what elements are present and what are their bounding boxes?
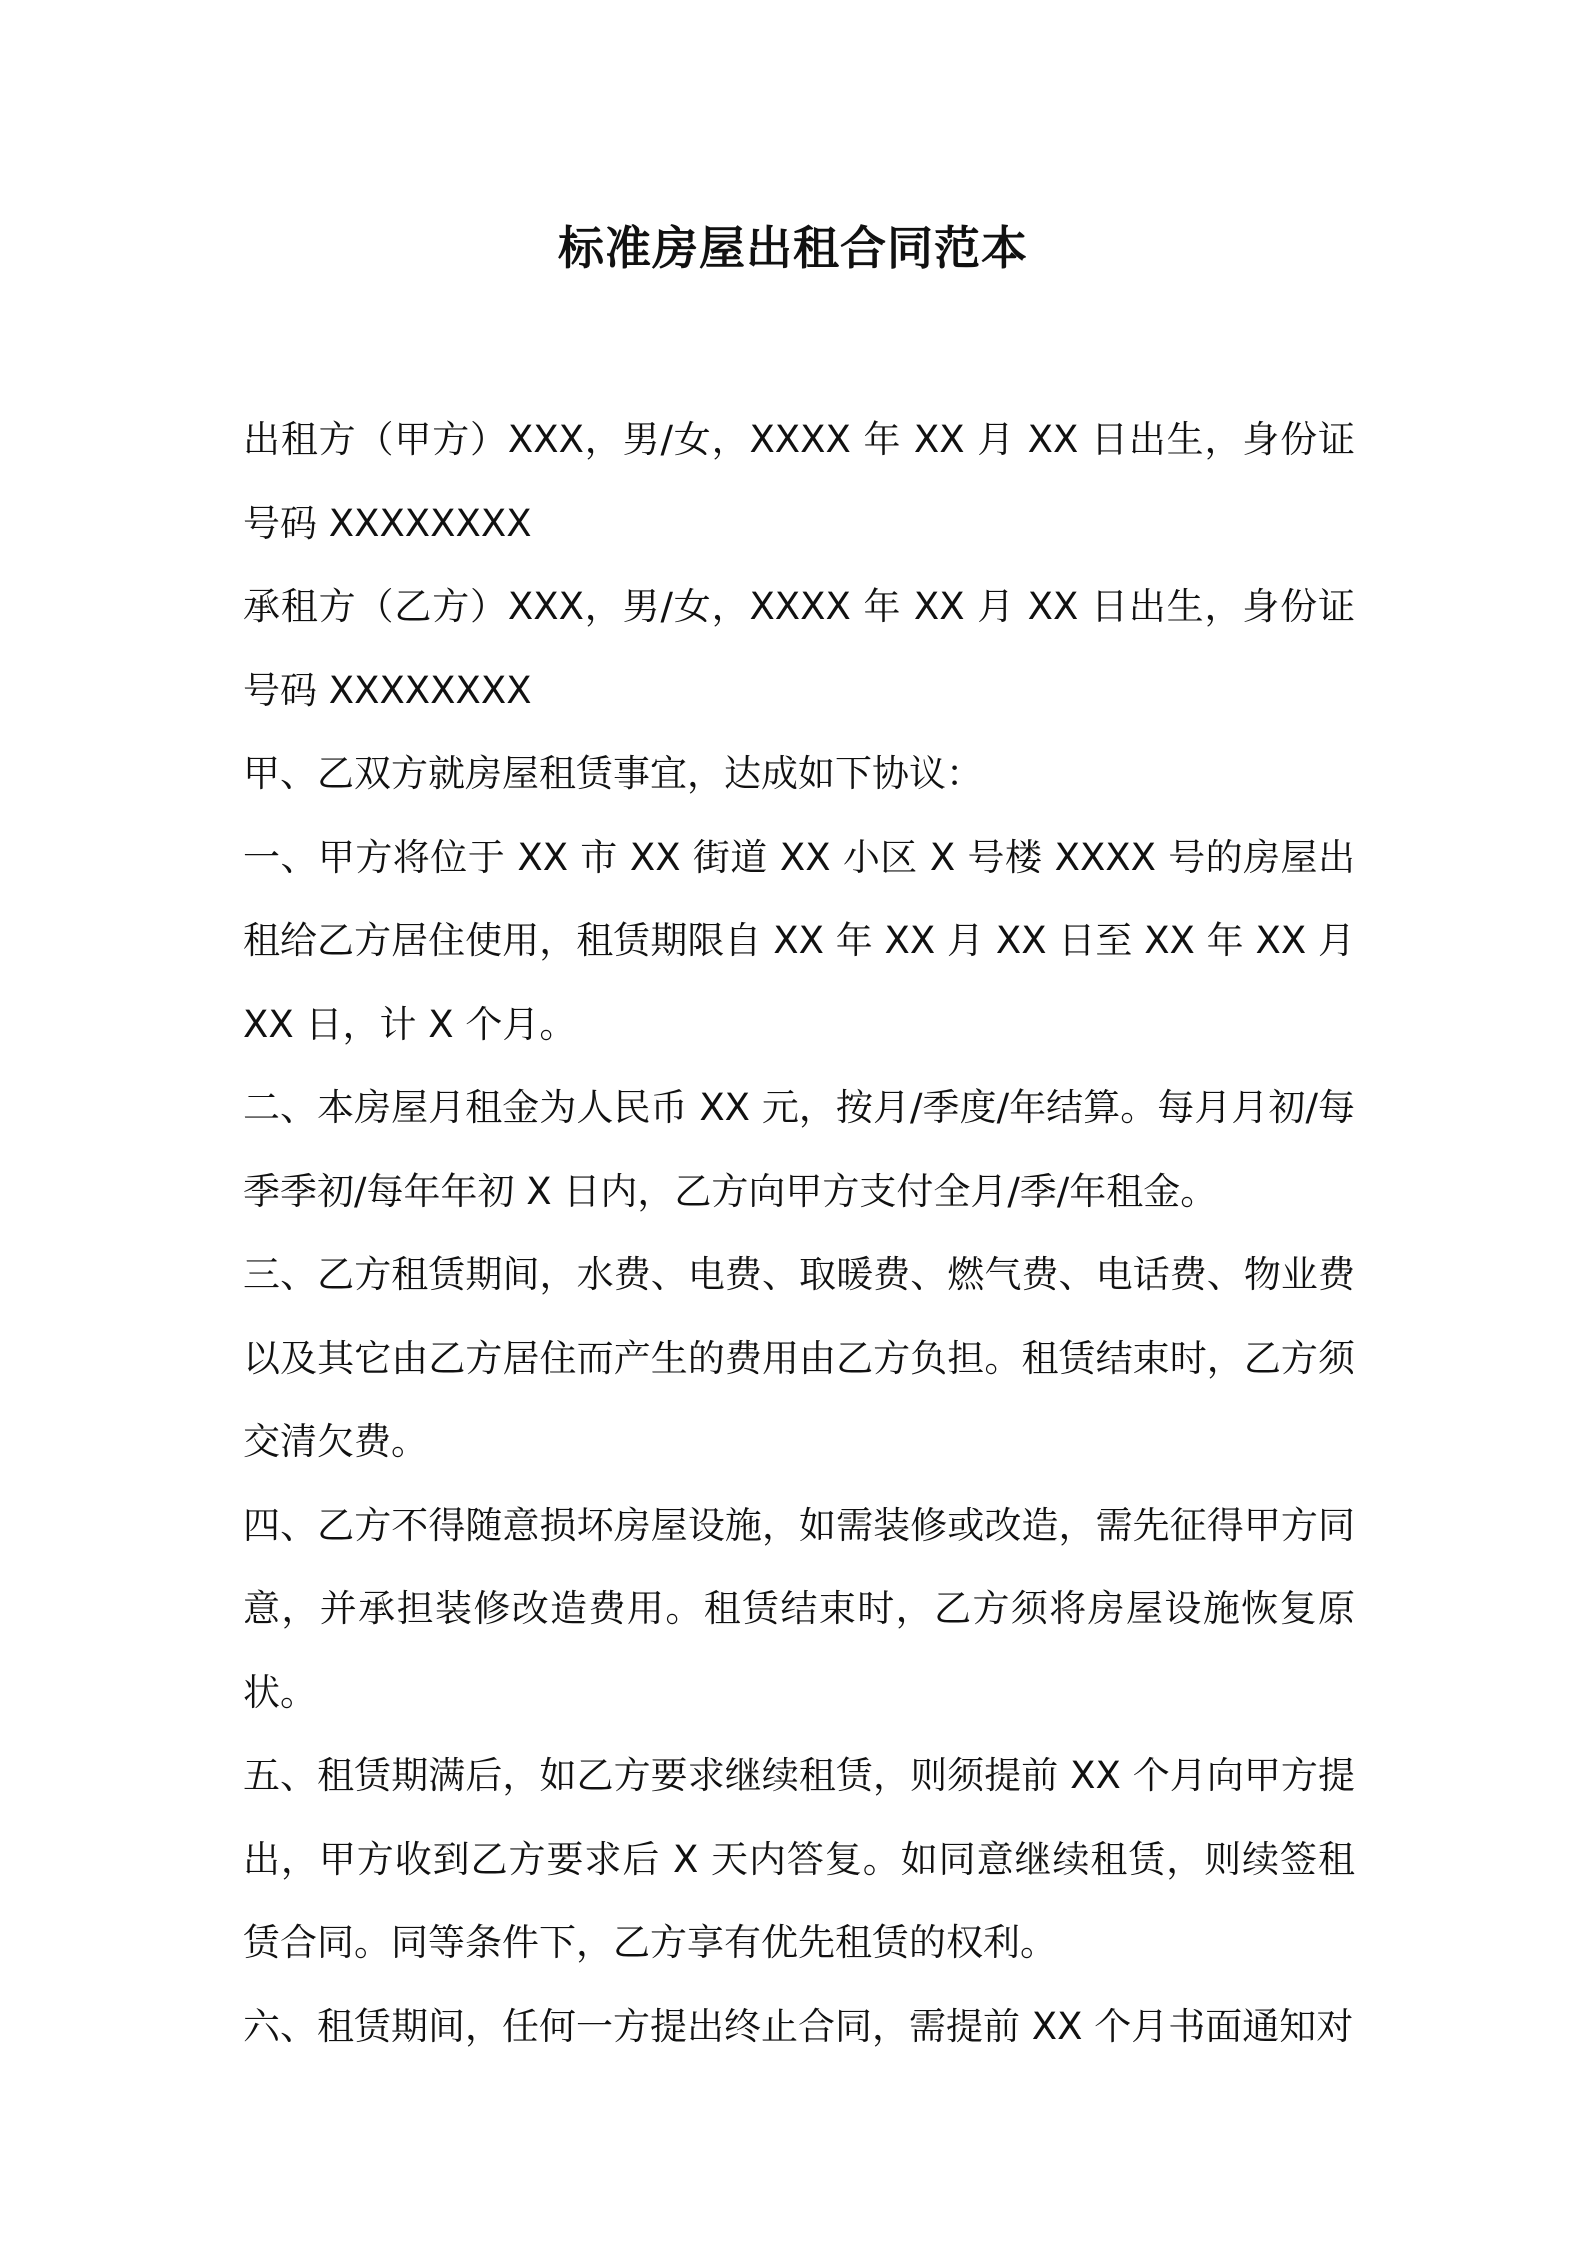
- clause-2-paragraph: 二、本房屋月租金为人民币 XX 元，按月/季度/年结算。每月月初/每季季初/每年年初 X 日内，乙方向甲方支付全月/季/年租金。: [243, 1086, 1355, 1213]
- document-title: 标准房屋出租合同范本: [558, 221, 1028, 275]
- clause-1-paragraph: 一、甲方将位于 XX 市 XX 街道 XX 小区 X 号楼 XXXX 号的房屋出租给乙方居住使用，租赁期限自 XX 年 XX 月 XX 日至 XX 年 XX 月 XX 日，计 X 个月。: [243, 835, 1355, 1046]
- clause-5-paragraph: 五、租赁期满后，如乙方要求继续租赁，则须提前 XX 个月向甲方提出，甲方收到乙方要求后 X 天内答复。如同意继续租赁，则续签租赁合同。同等条件下，乙方享有优先租赁的权利。: [243, 1754, 1355, 1964]
- agreement-intro-paragraph: 甲、乙双方就房屋租赁事宜，达成如下协议：: [243, 752, 983, 795]
- clause-3-paragraph: 三、乙方租赁期间，水费、电费、取暖费、燃气费、电话费、物业费以及其它由乙方居住而产生的费用由乙方负担。租赁结束时，乙方须交清欠费。: [243, 1253, 1355, 1463]
- clause-4-paragraph: 四、乙方不得随意损坏房屋设施，如需装修或改造，需先征得甲方同意，并承担装修改造费用。租赁结束时，乙方须将房屋设施恢复原状。: [243, 1503, 1355, 1714]
- document-body: [243, 398, 1355, 2068]
- lessor-info-paragraph: 出租方（甲方）XXX，男/女，XXXX 年 XX 月 XX 日出生，身份证号码 XXXXXXXX: [243, 418, 1355, 545]
- lessee-info-paragraph: 承租方（乙方）XXX，男/女，XXXX 年 XX 月 XX 日出生，身份证号码 XXXXXXXX: [243, 585, 1355, 712]
- clause-6-paragraph: 六、租赁期间，任何一方提出终止合同，需提前 XX 个月书面通知对: [243, 2004, 1354, 2048]
